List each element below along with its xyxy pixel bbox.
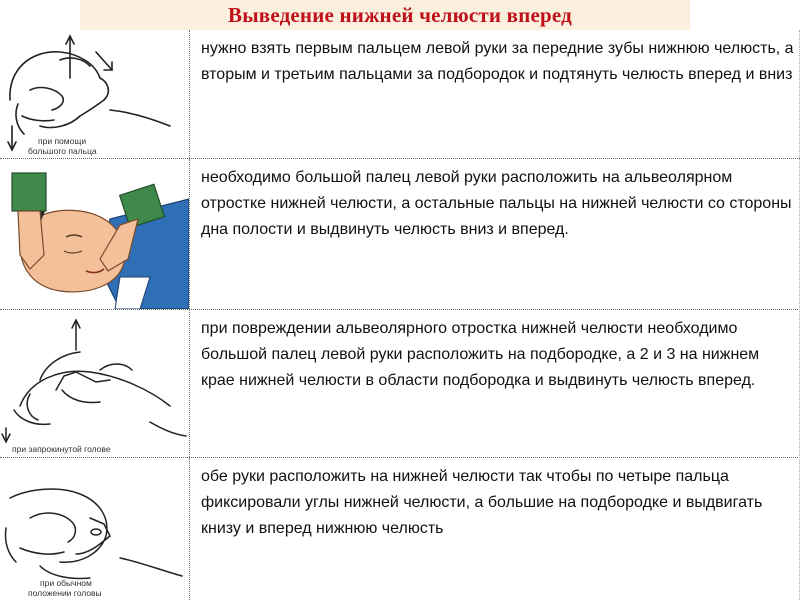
table-row — [0, 30, 800, 158]
description-cell — [189, 159, 800, 309]
description-cell — [189, 310, 800, 457]
image-caption: при помощи — [38, 136, 87, 146]
image-caption: положении головы — [28, 588, 102, 598]
table-row — [0, 458, 800, 600]
description-cell — [189, 458, 800, 600]
description-text: при повреждении альвеолярного отростка нижней челюсти необходимо большой палец левой руки расположить на подбородке, а 2 и 3 на нижнем крае нижней челюсти в области подбородка и выдвинуть челюсть вперед. — [201, 320, 760, 389]
image-cell — [0, 159, 189, 309]
image-caption: при запрокинутой голове — [12, 444, 111, 454]
image-cell — [0, 458, 189, 600]
image-cell — [0, 310, 189, 457]
description-text: необходимо большой палец левой руки расположить на альвеолярном отростке нижней челюсти, а остальные пальцы на нижней челюсти со стороны дна полости и выдвинуть челюсть вниз и вперед. — [201, 169, 792, 238]
image-cell — [0, 30, 189, 158]
description-text: нужно взять первым пальцем левой руки за передние зубы нижнюю челюсть, а вторым и третьим пальцами за подбородок и подтянуть челюсть вперед и вниз — [201, 40, 794, 83]
description-text: обе руки расположить на нижней челюсти так чтобы по четыре пальца фиксировали углы нижней челюсти, а большие на подбородке и выдвигать книзу и вперед нижнюю челюсть — [201, 468, 763, 537]
color-jaw-thrust-illustration-icon — [0, 159, 189, 309]
thumb-jaw-thrust-illustration-icon — [0, 30, 189, 158]
table-row — [0, 159, 800, 309]
neutral-head-jaw-thrust-illustration-icon — [0, 458, 189, 600]
image-caption: при обычном — [40, 578, 92, 588]
description-cell — [189, 30, 800, 158]
image-caption: большого пальца — [28, 146, 97, 156]
procedure-table — [0, 30, 800, 600]
page-title: Выведение нижней челюсти вперед — [228, 3, 572, 27]
table-row — [0, 310, 800, 457]
tilted-head-jaw-thrust-illustration-icon — [0, 310, 189, 457]
